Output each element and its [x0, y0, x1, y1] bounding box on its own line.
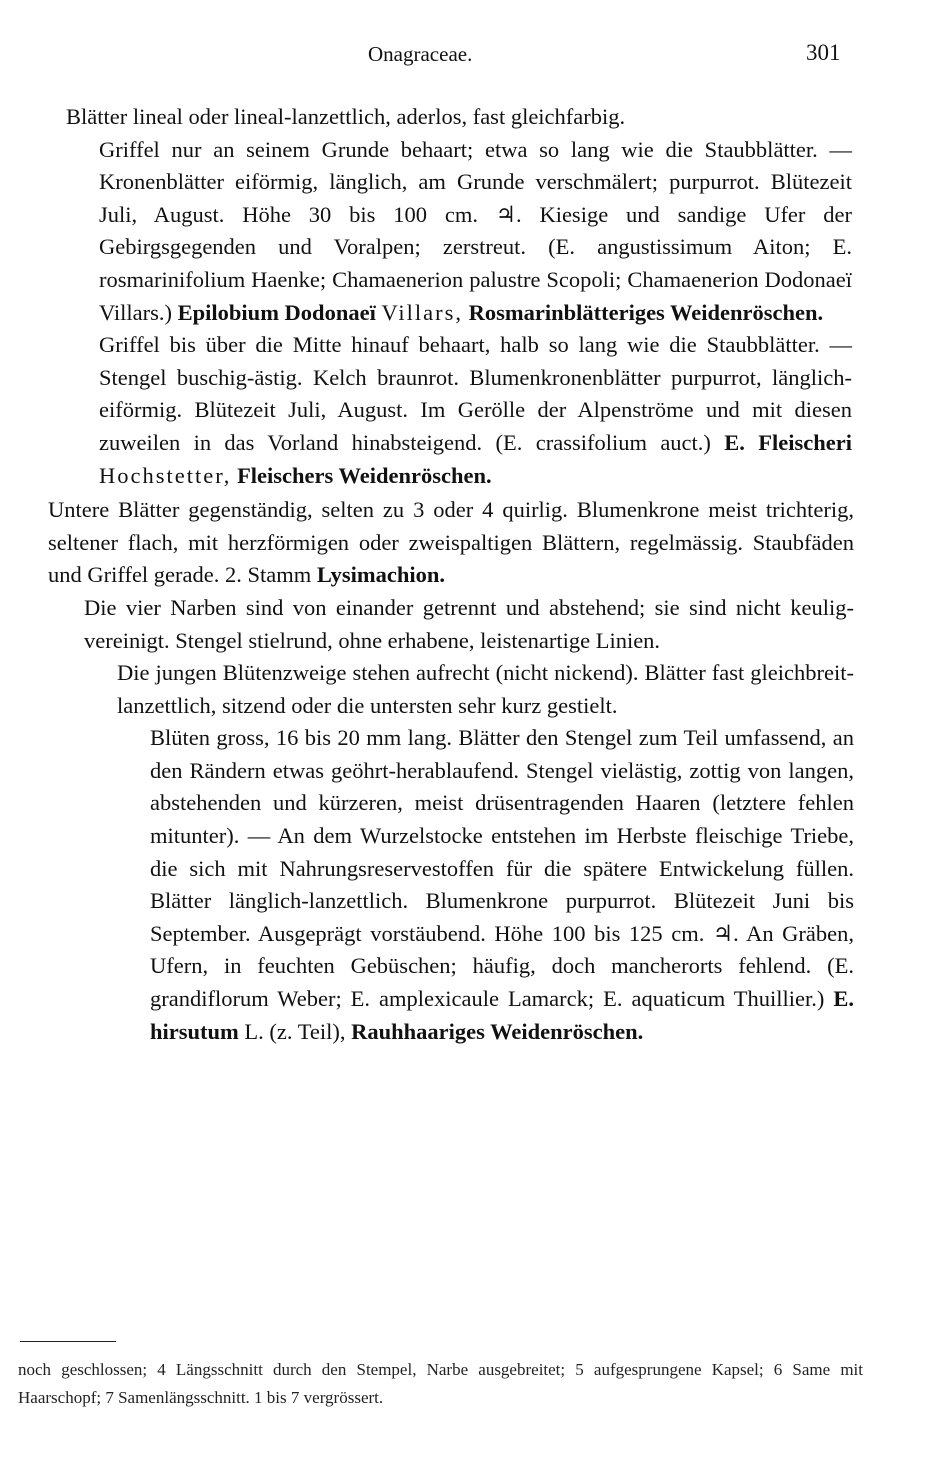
key-entry-B	[0, 494, 930, 592]
species-name: E. Fleischeri	[724, 429, 852, 455]
running-head: Onagraceae.	[368, 42, 473, 66]
subgenus-name: Lysimachion.	[316, 562, 446, 588]
entry-text: Blüten gross, 16 bis 20 mm lang. Blätter den Stengel zum Teil umfassend, an den Rändern etwas geöhrt-herablaufend. Stengel vielästig, zottig von langen, abstehenden und kürzeren, meist drüsentragenden Haaren (letztere fehlen mitunter). — An dem Wurzelstocke entstehen im Herbste fleischige Triebe, die sich mit Nahrungsreservestoffen für die spätere Entwickelung füllen. Blätter länglich-lanzettlich. Blumenkrone purpurrot. Blütezeit Juni bis September. Ausgeprägt vorstäubend. Höhe 100 bis 125 cm. ♃. An Gräben, Ufern, in feuchten Gebüschen; häufig, doch mancherorts fehlend. (E. grandiflorum Weber; E. amplexicaule Lamarck; E. aquaticum Thuillier.)	[150, 725, 854, 1012]
key-entry-A	[0, 592, 930, 657]
species-name: E. hirsutum	[150, 986, 855, 1044]
footnote-rule	[20, 1341, 116, 1342]
species-author: L. (z. Teil),	[244, 1018, 346, 1044]
key-entry-alpha	[0, 722, 930, 1048]
footnote: noch geschlossen; 4 Längsschnitt durch den Stempel, Narbe ausgebreitet; 5 aufgesprungene Kapsel; 6 Same mit Haarschopf; 7 Samenlängsschnitt. 1 bis 7 vergrössert.	[18, 1360, 863, 1407]
entry-text: Blätter lineal oder lineal-lanzettlich, aderlos, fast gleichfarbig.	[66, 104, 626, 129]
entry-text: Die vier Narben sind von einander getrennt und abstehend; sie sind nicht keulig-vereinigt. Stengel stielrund, ohne erhabene, leistenartige Linien.	[84, 594, 854, 653]
entry-text: Griffel bis über die Mitte hinauf behaart, halb so lang wie die Staubblätter. — Stengel buschig-ästig. Kelch braunrot. Blumenkronenblätter purpurrot, länglich-eiförmig. Blütezeit Juli, August. Im Gerölle der Alpenströme und mit diesen zuweilen in das Vorland hinabsteigend. (E. crassifolium auct.)	[99, 332, 852, 455]
key-entry-a	[0, 134, 930, 330]
key-entry-2	[0, 101, 930, 134]
entry-text: Untere Blätter gegenständig, selten zu 3 oder 4 quirlig. Blumenkrone meist trichterig, seltener flach, mit herzförmigen oder zweispaltigen Blättern, regelmässig. Staubfäden und Griffel gerade. 2. Stamm	[48, 497, 854, 588]
page-header	[0, 42, 930, 72]
species-author: Hochstetter,	[99, 462, 232, 488]
page-body	[0, 101, 930, 1048]
page-number: 301	[806, 40, 841, 65]
species-name: Epilobium Dodonaeï	[177, 299, 376, 325]
key-entry-b	[0, 329, 930, 492]
common-name: Fleischers Weidenröschen.	[237, 462, 492, 488]
species-author: Villars,	[381, 299, 463, 325]
entry-text: Die jungen Blütenzweige stehen aufrecht (nicht nickend). Blätter fast gleichbreit-lanzettlich, sitzend oder die untersten sehr kurz gestielt.	[117, 660, 854, 718]
key-entry-1	[0, 657, 930, 722]
common-name: Rauhhaariges Weidenröschen.	[351, 1018, 644, 1044]
common-name: Rosmarinblätteriges Weidenröschen.	[468, 299, 824, 325]
entry-text: Griffel nur an seinem Grunde behaart; etwa so lang wie die Staubblätter. — Kronenblätter eiförmig, länglich, am Grunde verschmälert; purpurrot. Blütezeit Juli, August. Höhe 30 bis 100 cm. ♃. Kiesige und sandige Ufer der Gebirgsgegenden und Voralpen; zerstreut. (E. angustissimum Aiton; E. rosmarinifolium Haenke; Chamaenerion palustre Scopoli; Chamaenerion Dodonaeï Villars.)	[99, 136, 852, 325]
